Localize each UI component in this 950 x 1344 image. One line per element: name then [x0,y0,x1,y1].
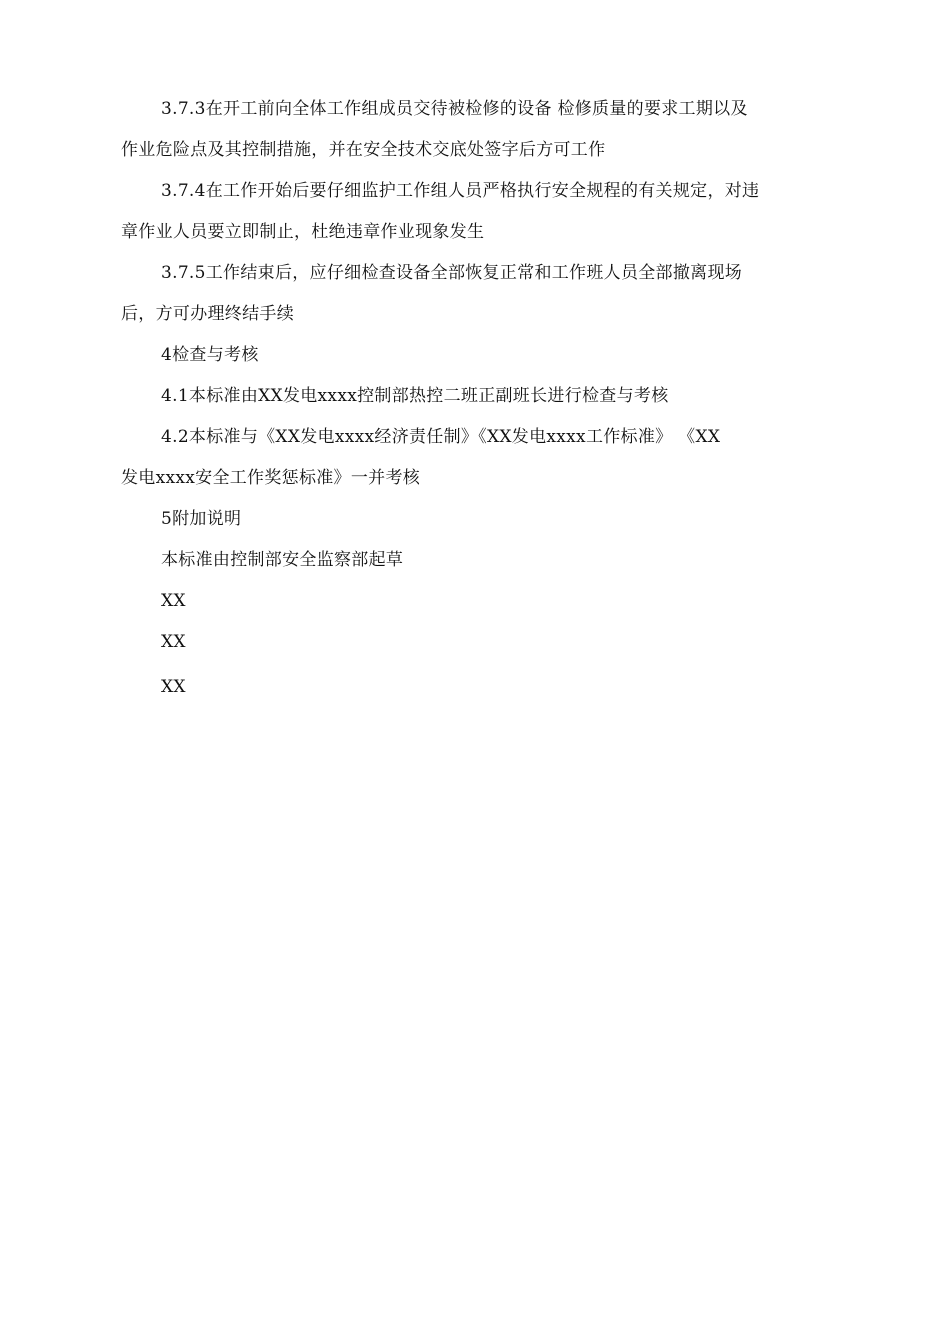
paragraph-3-7-5-line-1: 3.7.5工作结束后，应仔细检查设备全部恢复正常和工作班人员全部撤离现场 [161,263,743,283]
paragraph-4-2-line-2: 发电xxxx安全工作奖惩标准》一并考核 [121,468,421,488]
signature-placeholder-2: XX [161,632,186,652]
section-heading-4: 4检查与考核 [161,345,259,365]
paragraph-3-7-3-line-2: 作业危险点及其控制措施，并在安全技术交底处签字后方可工作 [121,140,606,160]
signature-placeholder-1: XX [161,591,186,611]
paragraph-4-1: 4.1本标准由XX发电xxxx控制部热控二班正副班长进行检查与考核 [161,386,669,406]
paragraph-4-2-line-1: 4.2本标准与《XX发电xxxx经济责任制》《XX发电xxxx工作标准》 《XX [161,427,721,447]
drafting-note: 本标准由控制部安全监察部起草 [161,550,404,570]
section-heading-5: 5附加说明 [161,509,242,529]
paragraph-3-7-5-line-2: 后，方可办理终结手续 [121,304,294,324]
paragraph-3-7-4-line-2: 章作业人员要立即制止，杜绝违章作业现象发生 [121,222,485,242]
signature-placeholder-3: XX [161,677,186,697]
paragraph-3-7-3-line-1: 3.7.3在开工前向全体工作组成员交待被检修的设备 检修质量的要求工期以及 [161,99,748,119]
paragraph-3-7-4-line-1: 3.7.4在工作开始后要仔细监护工作组人员严格执行安全规程的有关规定，对违 [161,181,760,201]
